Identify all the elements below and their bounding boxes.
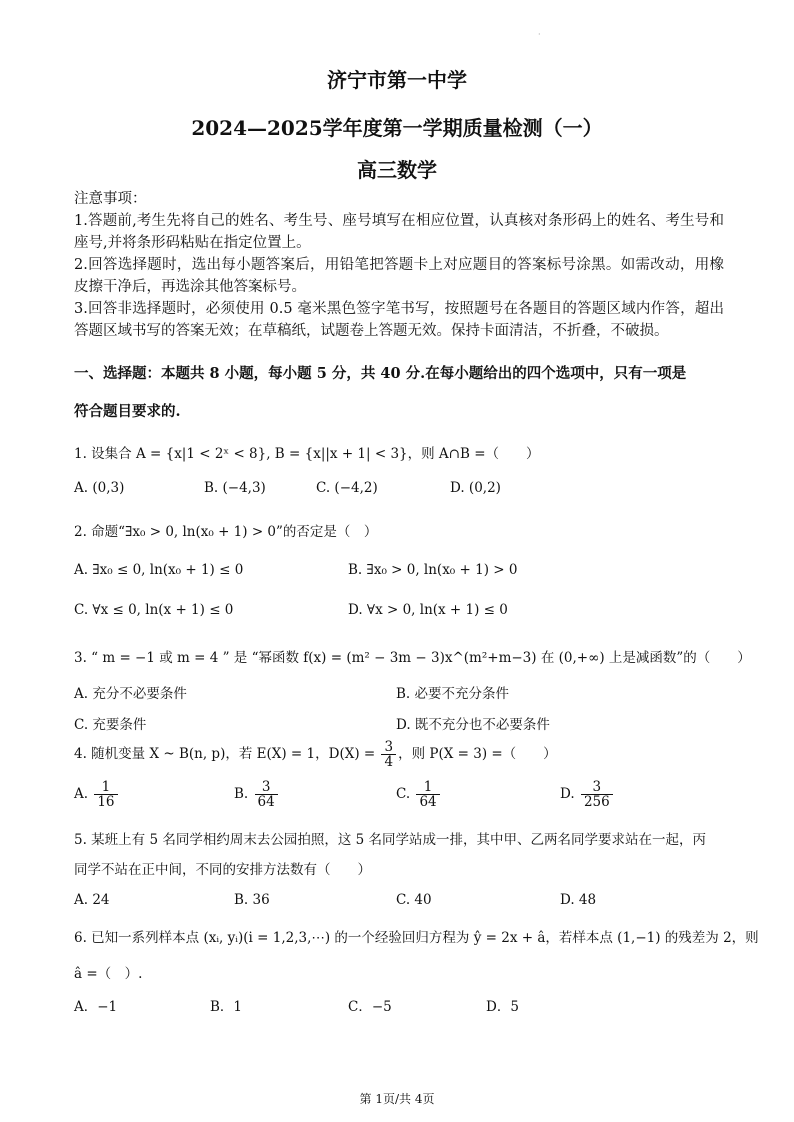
q4-option-b	[234, 780, 280, 809]
q4-option-a-label: A.	[74, 786, 89, 803]
note-item-2: 2.回答选择题时，选出每小题答案后，用铅笔把答题卡上对应题目的答案标号涂黑。如需改动，用橡皮擦干净后，再选涂其他答案标号。	[74, 257, 724, 295]
q4-d-den: 256	[583, 794, 610, 811]
q6-option-b: B．1	[210, 999, 243, 1015]
q4-option-b-label: B.	[234, 786, 249, 803]
q4-option-b-fraction	[255, 780, 278, 809]
q4-stem-frac-num: 3	[381, 740, 396, 755]
q2-option-c: C. ∀x ≤ 0, ln(x + 1) ≤ 0	[74, 602, 234, 618]
q3-option-c: C. 充要条件	[74, 717, 147, 733]
q6-option-c: C．−5	[348, 999, 392, 1015]
q3-option-b: B. 必要不充分条件	[396, 686, 510, 702]
q6-option-a: A．−1	[74, 999, 118, 1015]
q1-option-c: C. (−4,2)	[316, 480, 378, 496]
q4-option-a-fraction	[94, 780, 117, 809]
notes-section	[74, 188, 724, 342]
q4-option-a	[74, 780, 120, 809]
section-heading-line1: 一、选择题：本题共 8 小题，每小题 5 分，共 40 分.在每小题给出的四个选项中，只有一项是	[74, 365, 687, 382]
question-6-stem-line1: 6. 已知一系列样本点 (xᵢ, yᵢ)(i = 1,2,3,⋯) 的一个经验回归方程为 ŷ = 2x + â，若样本点 (1,−1) 的残差为 2，则	[74, 930, 759, 946]
q2-option-b: B. ∃x₀ > 0, ln(x₀ + 1) > 0	[348, 562, 518, 578]
q6-option-d: D．5	[486, 999, 519, 1015]
q4-stem-after: ，则 P(X = 3) =（ ）	[398, 746, 557, 763]
q4-stem-fraction	[381, 740, 396, 769]
q4-option-c	[396, 780, 442, 809]
question-4-stem	[74, 740, 734, 769]
q4-stem-before: 4. 随机变量 X ~ B(n, p)，若 E(X) = 1，D(X) =	[74, 746, 380, 763]
question-3-stem: 3. “ m = −1 或 m = 4 ” 是 “幂函数 f(x) = (m² − 3m − 3)x^(m²+m−3) 在 (0,+∞) 上是减函数”的（ ）	[74, 650, 751, 666]
q4-a-den: 16	[97, 794, 115, 811]
notes-heading: 注意事项：	[74, 191, 147, 207]
q5-option-b: B. 36	[234, 892, 270, 908]
q4-option-d-fraction	[581, 780, 613, 809]
q5-option-a: A. 24	[74, 892, 110, 908]
q4-c-num: 1	[416, 780, 439, 795]
q1-option-a: A. (0,3)	[74, 480, 125, 496]
q4-a-num: 1	[94, 780, 117, 795]
q1-option-b: B. (−4,3)	[204, 480, 266, 496]
question-5-stem-line2: 同学不站在正中间，不同的安排方法数有（ ）	[74, 862, 371, 878]
note-item-3: 3.回答非选择题时，必须使用 0.5 毫米黑色签字笔书写，按照题号在各题目的答题区域内作答，超出答题区域书写的答案无效；在草稿纸，试题卷上答题无效。保持卡面清洁，不折叠，不破损。	[74, 301, 724, 339]
q4-option-c-fraction	[416, 780, 439, 809]
school-title: 济宁市第一中学	[327, 68, 467, 92]
q5-option-c: C. 40	[396, 892, 432, 908]
q5-option-d: D. 48	[560, 892, 597, 908]
q4-b-num: 3	[255, 780, 278, 795]
question-1-stem: 1. 设集合 A = {x|1 < 2ˣ < 8}, B = {x||x + 1| < 3}，则 A∩B =（ ）	[74, 446, 540, 462]
exam-title: 2024—2025学年度第一学期质量检测（一）	[191, 116, 603, 140]
q4-stem-frac-den: 4	[384, 754, 394, 771]
question-2-stem: 2. 命题“∃x₀ > 0, ln(x₀ + 1) > 0”的否定是（ ）	[74, 524, 378, 540]
q3-option-a: A. 充分不必要条件	[74, 686, 187, 702]
subject-title: 高三数学	[357, 158, 437, 182]
corner-mark: ·	[538, 30, 541, 39]
q4-c-den: 64	[419, 794, 437, 811]
q2-option-d: D. ∀x > 0, ln(x + 1) ≤ 0	[348, 602, 508, 618]
page-footer: 第 1页/共 4页	[359, 1092, 435, 1106]
q2-option-a: A. ∃x₀ ≤ 0, ln(x₀ + 1) ≤ 0	[74, 562, 244, 578]
q4-d-num: 3	[581, 780, 613, 795]
note-item-1: 1.答题前,考生先将自己的姓名、考生号、座号填写在相应位置，认真核对条形码上的姓名、考生号和座号,并将条形码粘贴在指定位置上。	[74, 213, 724, 251]
q3-option-d: D. 既不充分也不必要条件	[396, 717, 550, 733]
q4-option-c-label: C.	[396, 786, 411, 803]
question-5-stem-line1: 5. 某班上有 5 名同学相约周末去公园拍照，这 5 名同学站成一排，其中甲、乙两名同学要求站在一起，丙	[74, 832, 707, 848]
q4-option-d	[560, 780, 615, 809]
q4-option-d-label: D.	[560, 786, 575, 803]
question-6-stem-line2: â =（ ）.	[74, 966, 143, 982]
q1-option-d: D. (0,2)	[450, 480, 501, 496]
section-heading-line2: 符合题目要求的.	[74, 403, 181, 420]
q4-b-den: 64	[257, 794, 275, 811]
